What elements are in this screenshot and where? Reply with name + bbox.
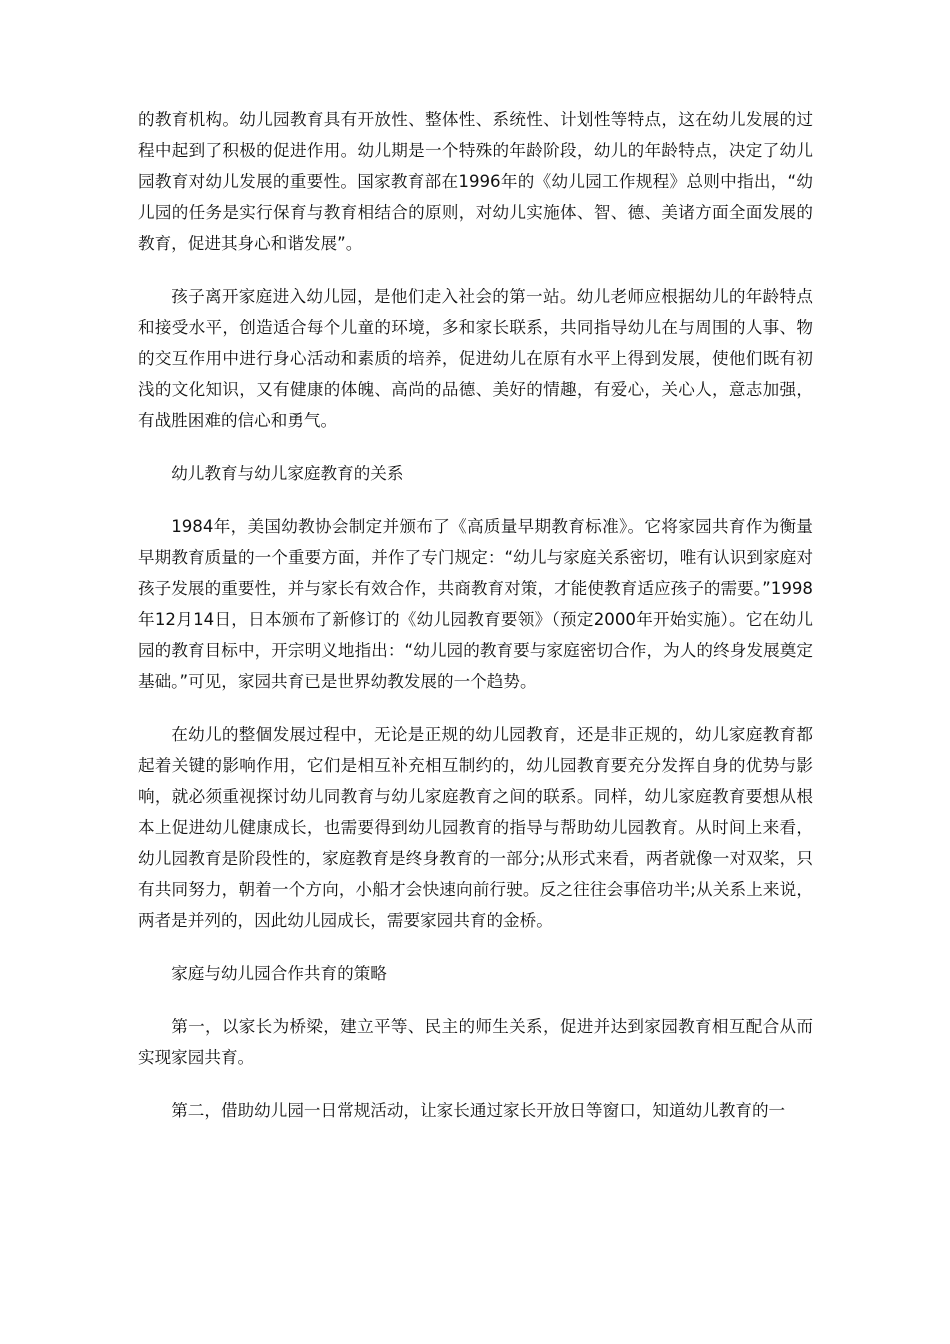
section-heading-strategies: 家庭与幼儿园合作共育的策略	[171, 964, 387, 983]
paragraph-entering-kindergarten: 孩子离开家庭进入幼儿园，是他们走入社会的第一站。幼儿老师应根据幼儿的年龄特点和接受水平，创造适合每个儿童的环境，多和家长联系，共同指导幼儿在与周围的人事、物的交互作用中进行身心活动和素质的培养，促进幼儿在原有水平上得到发展，使他们既有初浅的文化知识，又有健康的体魄、高尚的品德、美好的情趣，有爱心，关心人，意志加强，有战胜困难的信心和勇气。	[138, 287, 813, 430]
document-page	[138, 104, 813, 1148]
section-heading-relationship: 幼儿教育与幼儿家庭教育的关系	[171, 464, 404, 483]
paragraph-education-institution: 的教育机构。幼儿园教育具有开放性、整体性、系统性、计划性等特点，这在幼儿发展的过程中起到了积极的促进作用。幼儿期是一个特殊的年龄阶段，幼儿的年龄特点，决定了幼儿园教育对幼儿发展的重要性。国家教育部在1996年的《幼儿园工作规程》总则中指出，“幼儿园的任务是实行保育与教育相结合的原则，对幼儿实施体、智、德、美诸方面全面发展的教育，促进其身心和谐发展”。	[138, 110, 813, 253]
paragraph-development-process: 在幼儿的整個发展过程中，无论是正规的幼儿园教育，还是非正规的，幼儿家庭教育都起着关键的影响作用，它们是相互补充相互制约的，幼儿园教育要充分发挥自身的优势与影响，就必须重视探讨幼儿同教育与幼儿家庭教育之间的联系。同样，幼儿家庭教育要想从根本上促进幼儿健康成长，也需要得到幼儿园教育的指导与帮助幼儿园教育。从时间上来看，幼儿园教育是阶段性的，家庭教育是终身教育的一部分;从形式来看，两者就像一对双桨，只有共同努力，朝着一个方向，小船才会快速向前行驶。反之往往会事倍功半;从关系上来说，两者是并列的，因此幼儿园成长，需要家园共育的金桥。	[138, 725, 813, 930]
paragraph-international-standards: 1984年，美国幼教协会制定并颁布了《高质量早期教育标准》。它将家园共育作为衡量早期教育质量的一个重要方面，并作了专门规定：“幼儿与家庭关系密切，唯有认识到家庭对孩子发展的重要性，并与家长有效合作，共商教育对策，才能使教育适应孩子的需要。”1998年12月14日，日本颁布了新修订的《幼儿园教育要领》（预定2000年开始实施）。它在幼儿园的教育目标中，开宗明义地指出：“幼儿园的教育要与家庭密切合作，为人的终身发展奠定基础。”可见，家园共育已是世界幼教发展的一个趋势。	[138, 517, 813, 691]
paragraph-strategy-second: 第二，借助幼儿园一日常规活动，让家长通过家长开放日等窗口，知道幼儿教育的一	[171, 1101, 786, 1120]
paragraph-strategy-first: 第一，以家长为桥梁，建立平等、民主的师生关系，促进并达到家园教育相互配合从而实现家园共育。	[138, 1017, 813, 1067]
